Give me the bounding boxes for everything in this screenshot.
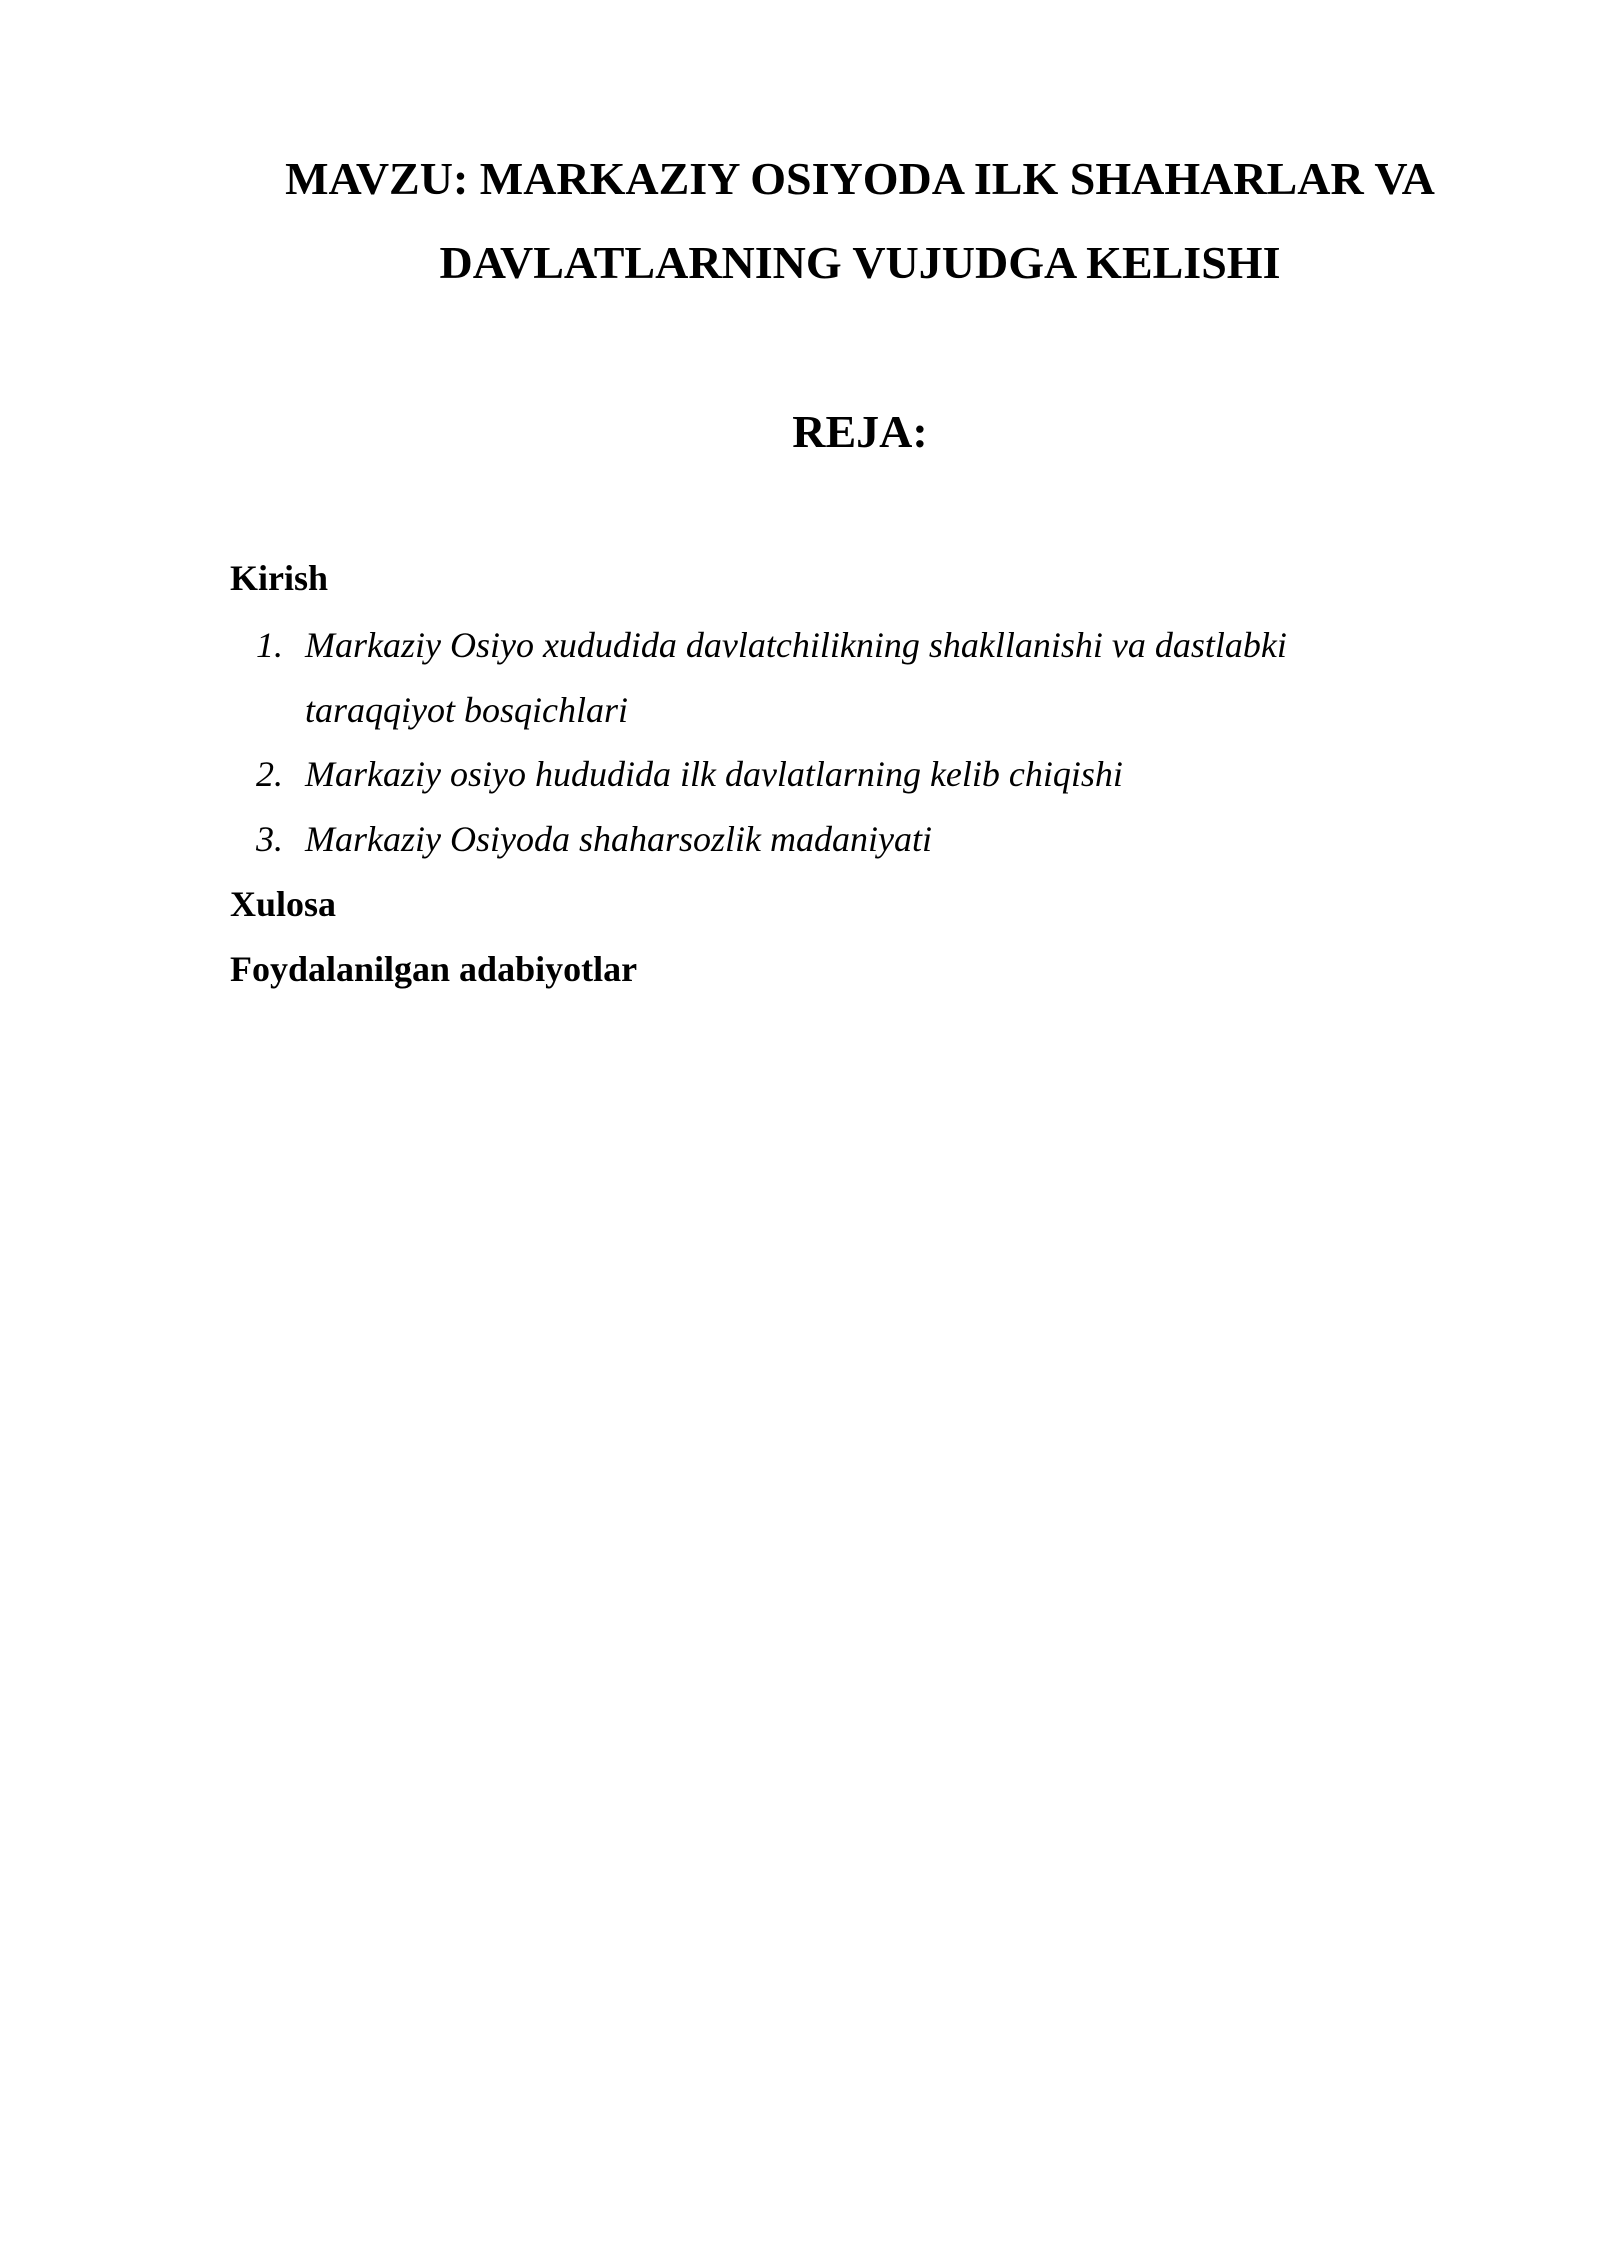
intro-label: Kirish	[230, 558, 329, 598]
plan-item-text: Markaziy osiyo hududida ilk davlatlarning kelib chiqishi	[305, 754, 1123, 794]
plan-item-number: 2.	[256, 754, 283, 794]
document-title-line-2: DAVLATLARNING VUJUDGA KELISHI	[439, 237, 1281, 288]
plan-item-text-continued: taraqqiyot bosqichlari	[305, 690, 628, 730]
document-title-line-1: MAVZU: MARKAZIY OSIYODA ILK SHAHARLAR VA	[285, 153, 1435, 204]
plan-item-number: 1.	[256, 625, 283, 665]
plan-item-text: Markaziy Osiyoda shaharsozlik madaniyati	[305, 819, 932, 859]
references-label: Foydalanilgan adabiyotlar	[230, 949, 638, 989]
plan-heading: REJA:	[792, 406, 928, 457]
plan-item-number: 3.	[256, 819, 283, 859]
plan-item-text: Markaziy Osiyo xududida davlatchilikning shakllanishi va dastlabki	[305, 625, 1287, 665]
conclusion-label: Xulosa	[230, 884, 337, 924]
